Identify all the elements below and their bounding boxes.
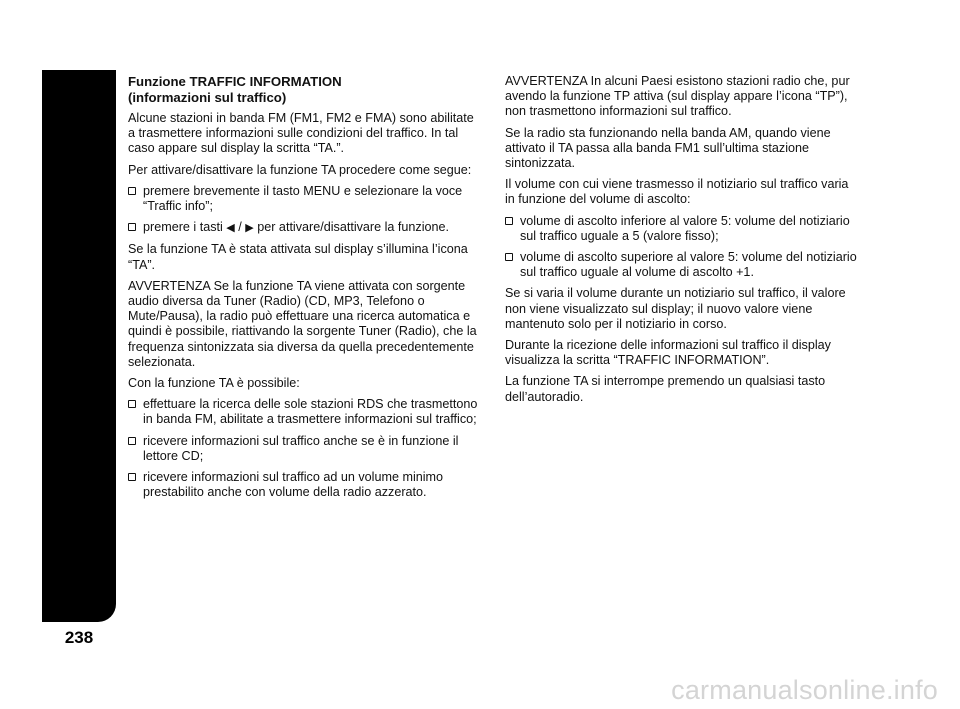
paragraph: Per attivare/disattivare la funzione TA procedere come segue: [128,162,472,177]
list-item-text: volume di ascolto inferiore al valore 5: volume del notiziario sul traffico uguale a 5 (valore fisso); [520,213,850,243]
paragraph: Durante la ricezione delle informazioni sul traffico il display visualizza la scritta “TRAFFIC INFORMATION”. [505,338,831,368]
section-label: AUTORADIO [116,386,126,444]
list-item-text: volume di ascolto superiore al valore 5: volume del notiziario sul traffico uguale al volume di ascolto +1. [520,250,857,280]
list-item [505,250,857,280]
section-title-line1: Funzione TRAFFIC INFORMATION [128,74,342,89]
watermark: carmanualsonline.info [671,675,938,705]
list-item-text-post: per attivare/disattivare la funzione. [257,220,450,235]
left-arrow-icon: ◀ [226,222,235,235]
list-item-text-pre: premere i tasti [143,220,223,235]
paragraph: Il volume con cui viene trasmesso il notiziario sul traffico varia in funzione del volume di ascolto: [505,177,849,207]
list-item-text: ricevere informazioni sul traffico anche se è in funzione il lettore CD; [143,433,459,463]
left-column [128,74,480,506]
warning-paragraph: AVVERTENZA Se la funzione TA viene attivata con sorgente audio diversa da Tuner (Radio) (CD, MP3, Telefono o Mute/Pausa), la radio può effettuare una ricerca automatica e quindi è possibile, riattivando la sorgente Tuner (Radio), che la frequenza sintonizzata sia diversa da quella precedentemente selezionata. [128,278,477,369]
sidebar-tab [42,70,126,622]
list-item [128,220,480,236]
checkbox-bullet-icon [128,473,136,481]
section-title-line2: (informazioni sul traffico) [128,89,287,105]
list-item [128,184,480,214]
warning-paragraph: AVVERTENZA In alcuni Paesi esistono stazioni radio che, pur avendo la funzione TP attiva (sul display appare l’icona “TP”), non trasmettono informazioni sul traffico. [505,74,850,119]
checkbox-bullet-icon [128,187,136,195]
checkbox-bullet-icon [128,223,136,231]
section-title [128,74,480,105]
checkbox-bullet-icon [128,400,136,408]
checkbox-bullet-icon [505,253,513,261]
paragraph: La funzione TA si interrompe premendo un qualsiasi tasto dell’autoradio. [505,374,826,404]
list-item-text: effettuare la ricerca delle sole stazioni RDS che trasmettono in banda FM, abilitate a trasmettere informazioni sul traffico; [143,397,478,427]
list-item [505,214,857,244]
right-arrow-icon: ▶ [245,222,254,235]
paragraph: Alcune stazioni in banda FM (FM1, FM2 e FMA) sono abilitate a trasmettere informazioni sulle condizioni del traffico. In tal caso appare sul display la scritta “TA.”. [128,111,474,156]
paragraph: Con la funzione TA è possibile: [128,376,300,391]
arrow-separator: / [238,220,242,235]
list-item-text: ricevere informazioni sul traffico ad un volume minimo prestabilito anche con volume della radio azzerato. [143,470,444,500]
list-item [128,470,480,500]
paragraph: Se la radio sta funzionando nella banda AM, quando viene attivato il TA passa alla banda FM1 sull’ultima stazione sintonizzata. [505,125,831,171]
list-item [128,397,480,427]
checkbox-bullet-icon [128,437,136,445]
list-item-text: premere brevemente il tasto MENU e selezionare la voce “Traffic info”; [143,183,463,214]
page-number: 238 [64,628,94,647]
checkbox-bullet-icon [505,217,513,225]
paragraph: Se si varia il volume durante un notiziario sul traffico, il valore non viene visualizzato sul display; il nuovo valore viene mantenuto solo per il notiziario in corso. [505,286,846,331]
list-item [128,434,480,464]
right-column [505,74,857,411]
paragraph: Se la funzione TA è stata attivata sul display s’illumina l’icona “TA”. [128,242,468,272]
